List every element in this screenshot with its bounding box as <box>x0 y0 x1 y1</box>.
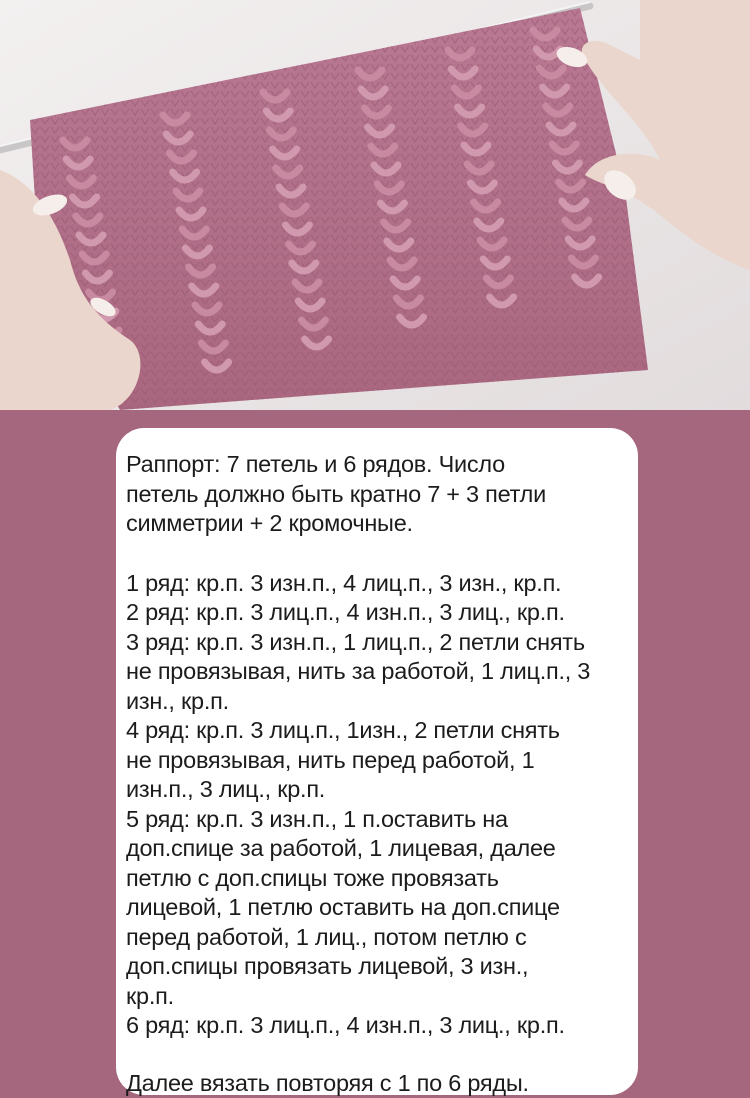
row-line: изн., кр.п. <box>126 687 628 717</box>
row-line: лицевой, 1 петлю оставить на доп.спице <box>126 893 628 923</box>
intro-line: Раппорт: 7 петель и 6 рядов. Число <box>126 450 628 480</box>
row-line: 5 ряд: кр.п. 3 изн.п., 1 п.оставить на <box>126 805 628 835</box>
row-line: не провязывая, нить перед работой, 1 <box>126 746 628 776</box>
row-line: 2 ряд: кр.п. 3 лиц.п., 4 изн.п., 3 лиц., кр.п. <box>126 598 628 628</box>
row-line: кр.п. <box>126 982 628 1012</box>
row-line: не провязывая, нить за работой, 1 лиц.п., 3 <box>126 657 628 687</box>
row-line: доп.спице за работой, 1 лицевая, далее <box>126 834 628 864</box>
row-line: доп.спицы провязать лицевой, 3 изн., <box>126 952 628 982</box>
pattern-rows <box>126 569 628 1041</box>
row-line: 4 ряд: кр.п. 3 лиц.п., 1изн., 2 петли снять <box>126 716 628 746</box>
row-line: 3 ряд: кр.п. 3 изн.п., 1 лиц.п., 2 петли снять <box>126 628 628 658</box>
knitted-swatch-photo <box>0 0 750 410</box>
row-line: изн.п., 3 лиц., кр.п. <box>126 775 628 805</box>
pattern-intro <box>126 450 628 539</box>
row-line: 6 ряд: кр.п. 3 лиц.п., 4 изн.п., 3 лиц., кр.п. <box>126 1011 628 1041</box>
intro-line: симметрии + 2 кромочные. <box>126 509 628 539</box>
intro-line: петель должно быть кратно 7 + 3 петли <box>126 480 628 510</box>
swatch-illustration <box>0 0 750 410</box>
pattern-instructions-card <box>116 428 638 1095</box>
pattern-footer: Далее вязать повторяя с 1 по 6 ряды. <box>126 1069 628 1098</box>
row-line: 1 ряд: кр.п. 3 изн.п., 4 лиц.п., 3 изн., кр.п. <box>126 569 628 599</box>
row-line: петлю с доп.спицы тоже провязать <box>126 864 628 894</box>
row-line: перед работой, 1 лиц., потом петлю с <box>126 923 628 953</box>
